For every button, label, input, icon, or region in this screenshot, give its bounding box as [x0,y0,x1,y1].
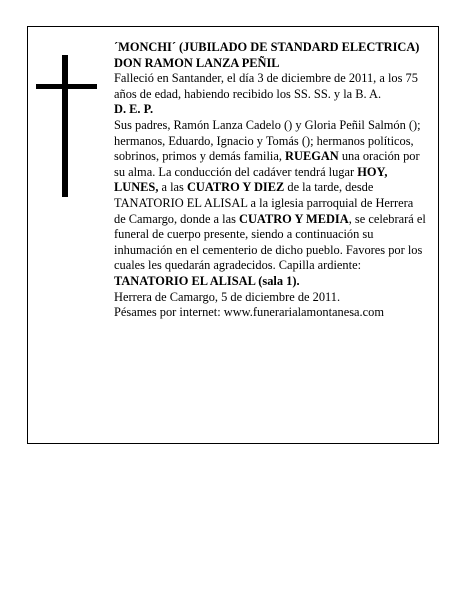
deceased-name: DON RAMON LANZA PEÑIL [114,55,280,70]
obituary-text [114,40,428,321]
nickname-heading: ´MONCHI´ (JUBILADO DE STANDARD ELECTRICA) [114,40,420,54]
cuatro-y-media-text: CUATRO Y MEDIA [239,211,349,226]
dep-heading: D. E. P. [114,102,154,117]
cross-icon-crossbar [36,84,97,89]
hoy-lunes-text: HOY, LUNES, [114,164,388,195]
place-date: Herrera de Camargo, 5 de diciembre de 2011. [114,289,341,304]
family-text-2: una oración por su alma. La conducción del cadáver tendrá lugar [114,149,420,179]
family-text-3: a las [158,180,187,195]
family-text-5: , se celebrará el funeral de cuerpo presente, siendo a continuación su inhumación en el cementerio de dicho pueblo. Favores por los cuales les quedarán agradecidos. Capilla ardiente: [114,211,426,273]
family-text-4: de la tarde, desde TANATORIO EL ALISAL a la iglesia parroquial de Herrera de Camargo, donde a las [114,180,414,226]
tanatorio-sala-text: TANATORIO EL ALISAL (sala 1). [114,273,300,288]
family-text-1: Sus padres, Ramón Lanza Cadelo () y Gloria Peñil Salmón (); hermanos, Eduardo, Ignacio y Tomás (); hermanos políticos, sobrinos, primos y demás familia, [114,117,421,164]
ruegan-text: RUEGAN [285,149,339,164]
condolences-line: Pésames por internet: www.funerarialamontanesa.com [114,305,384,320]
family-paragraph [114,118,428,290]
death-announcement: Falleció en Santander, el día 3 de diciembre de 2011, a los 75 años de edad, habiendo recibido los SS. SS. y la B. A. [114,71,418,101]
cuatro-y-diez-text: CUATRO Y DIEZ [186,180,285,195]
cross-icon [62,55,68,197]
